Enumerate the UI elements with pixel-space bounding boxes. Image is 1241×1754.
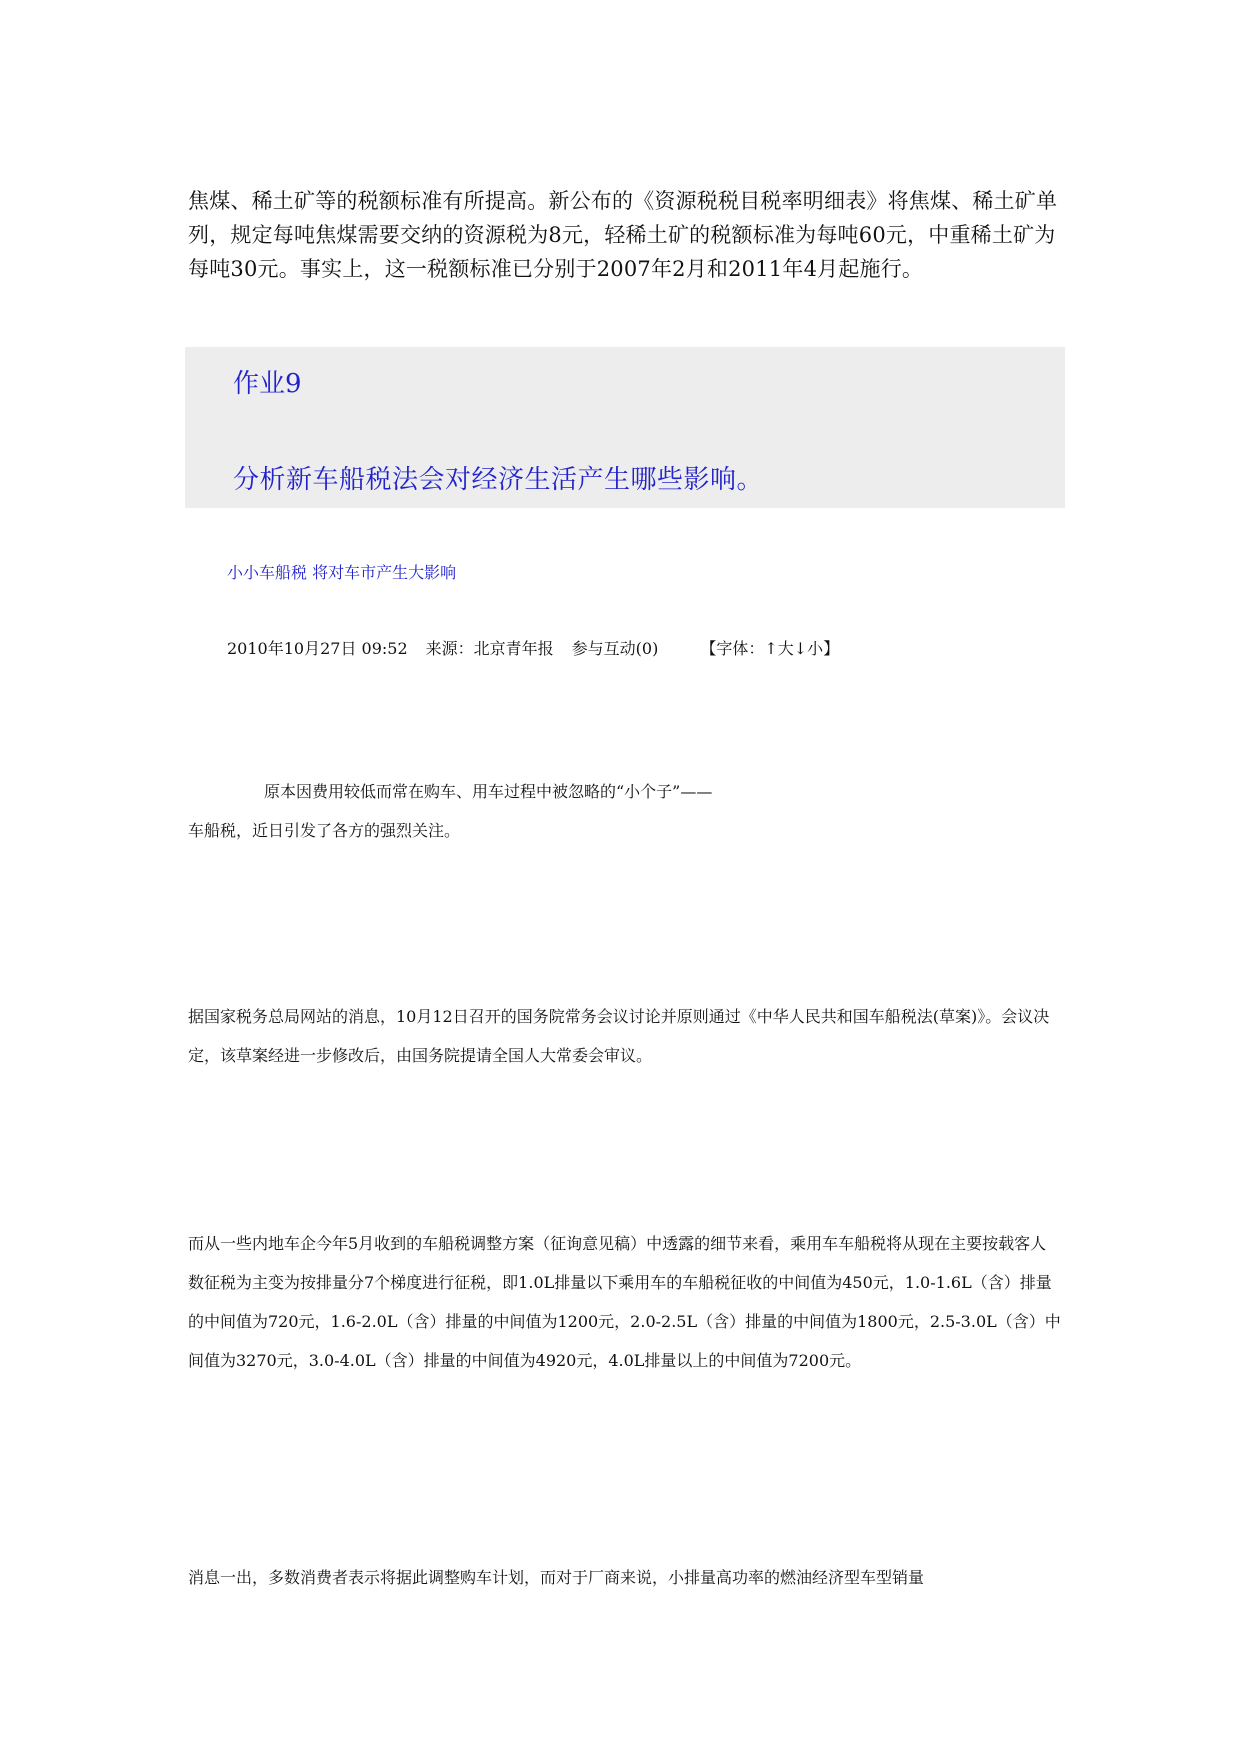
font-control-prefix: 【字体： bbox=[700, 639, 765, 658]
article-paragraph-3: 而从一些内地车企今年5月收到的车船税调整方案（征询意见稿）中透露的细节来看，乘用车车船税将从现在主要按载客人数征税为主变为按排量分7个梯度进行征税，即1.0L排量以下乘用车的车船税征收的中间值为450元，1.0-1.6L（含）排量的中间值为720元，1.6-2.0L（含）排量的中间值为1200元，2.0-2.5L（含）排量的中间值为1800元，2.5-3.0L（含）中间值为3270元，3.0-4.0L（含）排量的中间值为4920元，4.0L排量以上的中间值为7200元。 bbox=[188, 1234, 1061, 1370]
article-paragraph-2: 据国家税务总局网站的消息，10月12日召开的国务院常务会议讨论并原则通过《中华人民共和国车船税法(草案)》。会议决定，该草案经进一步修改后，由国务院提请全国人大常委会审议。 bbox=[188, 1007, 1050, 1065]
article-source: 来源：北京青年报 bbox=[425, 639, 554, 658]
article-paragraph-4: 消息一出，多数消费者表示将据此调整购车计划，而对于厂商来说，小排量高功率的燃油经济型车型销量 bbox=[188, 1568, 925, 1587]
assignment-question: 分析新车船税法会对经济生活产生哪些影响。 bbox=[233, 465, 764, 495]
font-smaller-button[interactable]: ↓小 bbox=[793, 639, 824, 658]
paragraph-1-line-1: 原本因费用较低而常在购车、用车过程中被忽略的“小个子”—— bbox=[264, 782, 713, 801]
font-larger-button[interactable]: ↑大 bbox=[764, 639, 794, 658]
font-size-control bbox=[700, 639, 839, 658]
article-meta bbox=[227, 636, 839, 659]
paragraph-1-line-2: 车船税，近日引发了各方的强烈关注。 bbox=[188, 821, 461, 840]
article-datetime: 2010年10月27日 09:52 bbox=[227, 639, 408, 658]
assignment-title: 作业9 bbox=[233, 369, 302, 399]
font-control-suffix: 】 bbox=[823, 639, 840, 658]
article-paragraph-1 bbox=[188, 772, 1062, 850]
article-headline[interactable]: 小小车船税 将对车市产生大影响 bbox=[227, 563, 457, 582]
interaction-link[interactable]: 参与互动(0) bbox=[571, 639, 659, 658]
assignment-box bbox=[185, 347, 1065, 508]
intro-paragraph: 焦煤、稀土矿等的税额标准有所提高。新公布的《资源税税目税率明细表》将焦煤、稀土矿单列，规定每吨焦煤需要交纳的资源税为8元，轻稀土矿的税额标准为每吨60元，中重稀土矿为每吨30元。事实上，这一税额标准已分别于2007年2月和2011年4月起施行。 bbox=[188, 189, 1058, 281]
